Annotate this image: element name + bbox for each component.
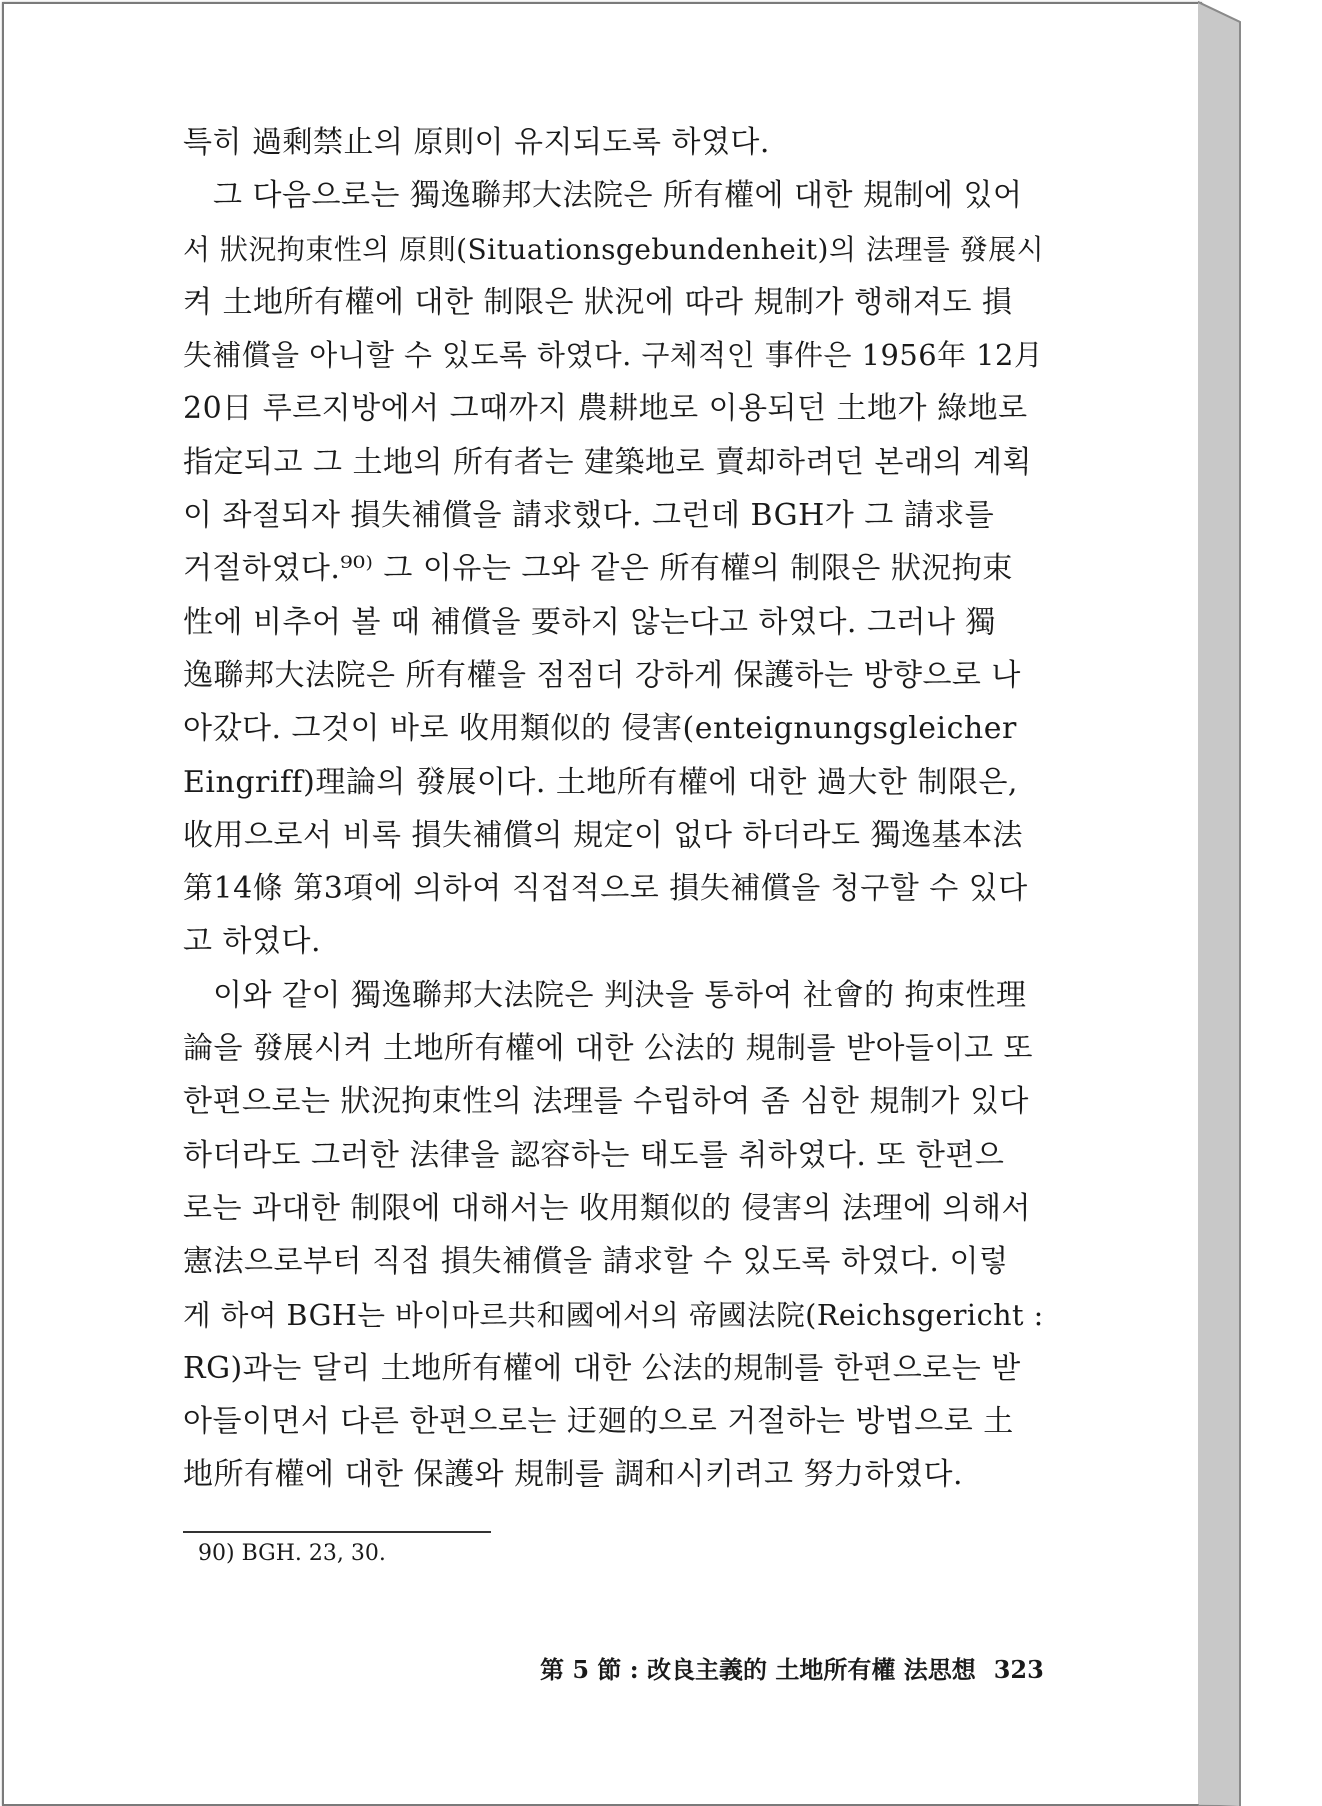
text-line: 失補償을 아니할 수 있도록 하였다. 구체적인 事件은 1956年 12月 — [183, 338, 1044, 373]
text-line: 第14條 第3項에 의하여 직접적으로 損失補償을 청구할 수 있다 — [183, 871, 1028, 907]
text-line: 逸聯邦大法院은 所有權을 점점더 강하게 保護하는 방향으로 나 — [183, 657, 1021, 693]
text-line: 하더라도 그러한 法律을 認容하는 태도를 취하였다. 또 한편으 — [183, 1137, 1005, 1173]
body-text — [183, 116, 1043, 1502]
text-line: 아들이면서 다른 한편으로는 迂廻的으로 거절하는 방법으로 土 — [183, 1404, 1014, 1440]
text-line: 로는 과대한 制限에 대해서는 收用類似的 侵害의 法理에 의해서 — [183, 1190, 1031, 1226]
text-line: 論을 發展시켜 土地所有權에 대한 公法的 規制를 받아들이고 또 — [183, 1031, 1033, 1067]
running-footer — [540, 1650, 1044, 1690]
text-line: 켜 土地所有權에 대한 制限은 狀況에 따라 規制가 행해져도 損 — [183, 284, 1013, 320]
text-line: 이와 같이 獨逸聯邦大法院은 判決을 통하여 社會的 拘束性理 — [213, 977, 1027, 1013]
text-line: 한편으로는 狀況拘束性의 法理를 수립하여 좀 심한 規制가 있다 — [183, 1084, 1029, 1120]
text-line: 憲法으로부터 직접 損失補償을 請求할 수 있도록 하였다. 이렇 — [183, 1244, 1009, 1280]
text-line: 거절하였다.⁹⁰⁾ 그 이유는 그와 같은 所有權의 制限은 狀況拘束 — [183, 551, 1013, 587]
text-line: 20日 루르지방에서 그때까지 農耕地로 이용되던 土地가 綠地로 — [183, 391, 1028, 427]
section-title: 第 5 節 : 改良主義的 土地所有權 法思想 — [540, 1655, 976, 1684]
text-line: 서 狀況拘束性의 原則(Situationsgebundenheit)의 法理를 發展시 — [183, 232, 1045, 266]
text-line: 이 좌절되자 損失補償을 請求했다. 그런데 BGH가 그 請求를 — [183, 498, 995, 534]
text-line: 게 하여 BGH는 바이마르共和國에서의 帝國法院(Reichsgericht : — [183, 1297, 1044, 1332]
text-line: 특히 過剩禁止의 原則이 유지되도록 하였다. — [183, 125, 770, 160]
text-line: 地所有權에 대한 保護와 規制를 調和시키려고 努力하였다. — [183, 1457, 963, 1493]
text-line: 그 다음으로는 獨逸聯邦大法院은 所有權에 대한 規制에 있어 — [213, 178, 1023, 214]
text-line: RG)과는 달리 土地所有權에 대한 公法的規制를 한편으로는 받 — [183, 1350, 1021, 1386]
footnote-divider — [183, 1531, 491, 1533]
text-line: 指定되고 그 土地의 所有者는 建築地로 賣却하려던 본래의 계획 — [183, 444, 1032, 480]
text-line: 收用으로서 비록 損失補償의 規定이 없다 하더라도 獨逸基本法 — [183, 817, 1023, 853]
text-line: Eingriff)理論의 發展이다. 土地所有權에 대한 過大한 制限은, — [183, 764, 1018, 800]
text-line: 고 하였다. — [183, 924, 321, 960]
book-edge — [1198, 0, 1322, 1806]
page-number: 323 — [993, 1655, 1044, 1684]
footnote: 90) BGH. 23, 30. — [198, 1541, 386, 1566]
text-line: 아갔다. 그것이 바로 收用類似的 侵害(enteignungsgleicher — [183, 711, 1017, 747]
text-line: 性에 비추어 볼 때 補償을 要하지 않는다고 하였다. 그러나 獨 — [183, 604, 996, 640]
